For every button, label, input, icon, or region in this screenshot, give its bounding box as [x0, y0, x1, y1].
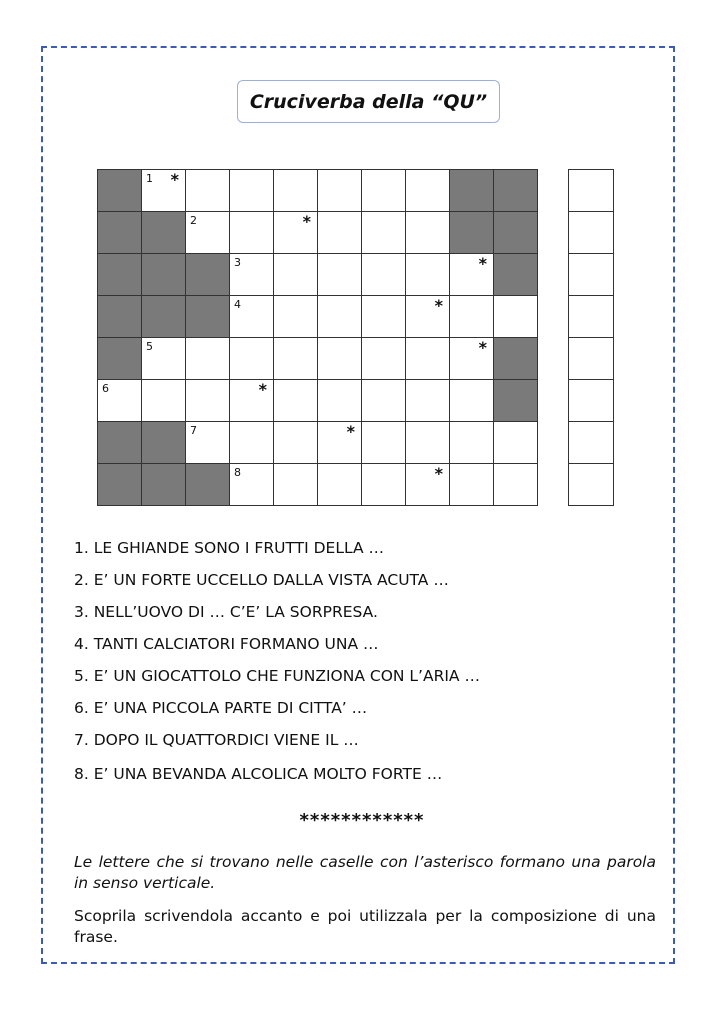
letter-cell[interactable] — [450, 380, 494, 422]
asterisk-marker: * — [434, 296, 443, 315]
letter-cell[interactable] — [318, 422, 362, 464]
clue-item: 5. E’ UN GIOCATTOLO CHE FUNZIONA CON L’ARIA … — [74, 667, 480, 685]
answer-cell[interactable] — [569, 296, 614, 338]
letter-cell[interactable] — [318, 254, 362, 296]
grid-row — [98, 464, 538, 506]
letter-cell[interactable] — [230, 380, 274, 422]
letter-cell[interactable] — [406, 338, 450, 380]
asterisk-marker: * — [346, 422, 355, 441]
clue-number: 3 — [234, 256, 241, 269]
answer-cell[interactable] — [569, 254, 614, 296]
blocked-cell — [98, 254, 142, 296]
vertical-answer-column — [568, 169, 614, 506]
letter-cell[interactable] — [406, 170, 450, 212]
grid-row — [98, 254, 538, 296]
letter-cell[interactable] — [318, 464, 362, 506]
letter-cell[interactable] — [318, 296, 362, 338]
asterisk-marker: * — [434, 464, 443, 483]
letter-cell[interactable] — [362, 296, 406, 338]
letter-cell[interactable] — [274, 338, 318, 380]
clue-list — [74, 536, 480, 794]
letter-cell[interactable] — [230, 422, 274, 464]
asterisk-marker: * — [170, 170, 179, 189]
letter-cell[interactable] — [318, 170, 362, 212]
clue-number: 1 — [146, 172, 153, 185]
letter-cell[interactable] — [450, 338, 494, 380]
blocked-cell — [494, 212, 538, 254]
clue-item: 3. NELL’UOVO DI … C’E’ LA SORPRESA. — [74, 603, 378, 621]
clue-number: 5 — [146, 340, 153, 353]
clue-item: 6. E’ UNA PICCOLA PARTE DI CITTA’ … — [74, 699, 368, 717]
letter-cell[interactable] — [406, 212, 450, 254]
letter-cell[interactable] — [186, 380, 230, 422]
letter-cell[interactable] — [318, 212, 362, 254]
clue-number: 4 — [234, 298, 241, 311]
asterisk-separator: ************ — [299, 810, 425, 831]
letter-cell[interactable] — [274, 422, 318, 464]
letter-cell[interactable] — [274, 170, 318, 212]
blocked-cell — [142, 296, 186, 338]
blocked-cell — [494, 338, 538, 380]
letter-cell[interactable] — [406, 254, 450, 296]
answer-cell[interactable] — [569, 422, 614, 464]
letter-cell[interactable] — [406, 380, 450, 422]
letter-cell[interactable] — [186, 170, 230, 212]
letter-cell[interactable] — [274, 296, 318, 338]
letter-cell[interactable] — [230, 338, 274, 380]
grid-row — [98, 422, 538, 464]
answer-cell[interactable] — [569, 212, 614, 254]
letter-cell[interactable] — [362, 464, 406, 506]
blocked-cell — [142, 422, 186, 464]
clue-item: 2. E’ UN FORTE UCCELLO DALLA VISTA ACUTA … — [74, 571, 449, 589]
asterisk-marker: * — [302, 212, 311, 231]
letter-cell[interactable] — [450, 422, 494, 464]
letter-cell[interactable] — [450, 464, 494, 506]
letter-cell[interactable] — [274, 380, 318, 422]
page-title: Cruciverba della “QU” — [249, 90, 488, 113]
grid-row — [98, 380, 538, 422]
letter-cell[interactable] — [406, 296, 450, 338]
letter-cell[interactable] — [230, 464, 274, 506]
blocked-cell — [98, 212, 142, 254]
letter-cell[interactable] — [362, 170, 406, 212]
letter-cell[interactable] — [362, 422, 406, 464]
answer-cell[interactable] — [569, 338, 614, 380]
blocked-cell — [98, 170, 142, 212]
blocked-cell — [186, 296, 230, 338]
answer-cell[interactable] — [569, 170, 614, 212]
letter-cell[interactable] — [186, 212, 230, 254]
blocked-cell — [142, 254, 186, 296]
letter-cell[interactable] — [274, 212, 318, 254]
clue-number: 8 — [234, 466, 241, 479]
asterisk-marker: * — [478, 338, 487, 357]
letter-cell[interactable] — [230, 212, 274, 254]
clue-item: 8. E’ UNA BEVANDA ALCOLICA MOLTO FORTE … — [74, 765, 443, 783]
letter-cell[interactable] — [142, 338, 186, 380]
letter-cell[interactable] — [230, 254, 274, 296]
clue-number: 2 — [190, 214, 197, 227]
letter-cell[interactable] — [186, 422, 230, 464]
answer-cell[interactable] — [569, 380, 614, 422]
letter-cell[interactable] — [362, 338, 406, 380]
blocked-cell — [494, 380, 538, 422]
asterisk-marker: * — [258, 380, 267, 399]
letter-cell[interactable] — [142, 380, 186, 422]
blocked-cell — [98, 422, 142, 464]
blocked-cell — [98, 338, 142, 380]
clue-item: 4. TANTI CALCIATORI FORMANO UNA … — [74, 635, 379, 653]
blocked-cell — [494, 170, 538, 212]
letter-cell[interactable] — [362, 212, 406, 254]
grid-row — [98, 212, 538, 254]
asterisk-marker: * — [478, 254, 487, 273]
blocked-cell — [142, 464, 186, 506]
letter-cell[interactable] — [406, 464, 450, 506]
grid-row — [98, 338, 538, 380]
blocked-cell — [186, 464, 230, 506]
blocked-cell — [98, 296, 142, 338]
letter-cell[interactable] — [362, 380, 406, 422]
letter-cell[interactable] — [494, 464, 538, 506]
letter-cell[interactable] — [494, 296, 538, 338]
letter-cell[interactable] — [406, 422, 450, 464]
letter-cell[interactable] — [274, 254, 318, 296]
blocked-cell — [142, 212, 186, 254]
answer-cell[interactable] — [569, 464, 614, 506]
blocked-cell — [186, 254, 230, 296]
letter-cell[interactable] — [142, 170, 186, 212]
clue-number: 6 — [102, 382, 109, 395]
letter-cell[interactable] — [230, 170, 274, 212]
letter-cell[interactable] — [362, 254, 406, 296]
letter-cell[interactable] — [230, 296, 274, 338]
blocked-cell — [494, 254, 538, 296]
grid-row — [98, 296, 538, 338]
blocked-cell — [450, 212, 494, 254]
clue-item: 1. LE GHIANDE SONO I FRUTTI DELLA … — [74, 539, 384, 557]
letter-cell[interactable] — [494, 422, 538, 464]
letter-cell[interactable] — [186, 338, 230, 380]
blocked-cell — [98, 464, 142, 506]
instruction-note: Le lettere che si trovano nelle caselle con l’asterisco formano una parola in senso verticale. — [74, 853, 656, 892]
clue-item: 7. DOPO IL QUATTORDICI VIENE IL … — [74, 731, 359, 749]
letter-cell[interactable] — [318, 338, 362, 380]
blocked-cell — [450, 170, 494, 212]
letter-cell[interactable] — [318, 380, 362, 422]
clue-number: 7 — [190, 424, 197, 437]
crossword-grid — [97, 169, 538, 506]
letter-cell[interactable] — [450, 254, 494, 296]
title-box — [237, 80, 500, 123]
letter-cell[interactable] — [450, 296, 494, 338]
grid-row — [98, 170, 538, 212]
instruction-text: Scoprila scrivendola accanto e poi utilizzala per la composizione di una frase. — [74, 907, 656, 946]
letter-cell[interactable] — [274, 464, 318, 506]
letter-cell[interactable] — [98, 380, 142, 422]
